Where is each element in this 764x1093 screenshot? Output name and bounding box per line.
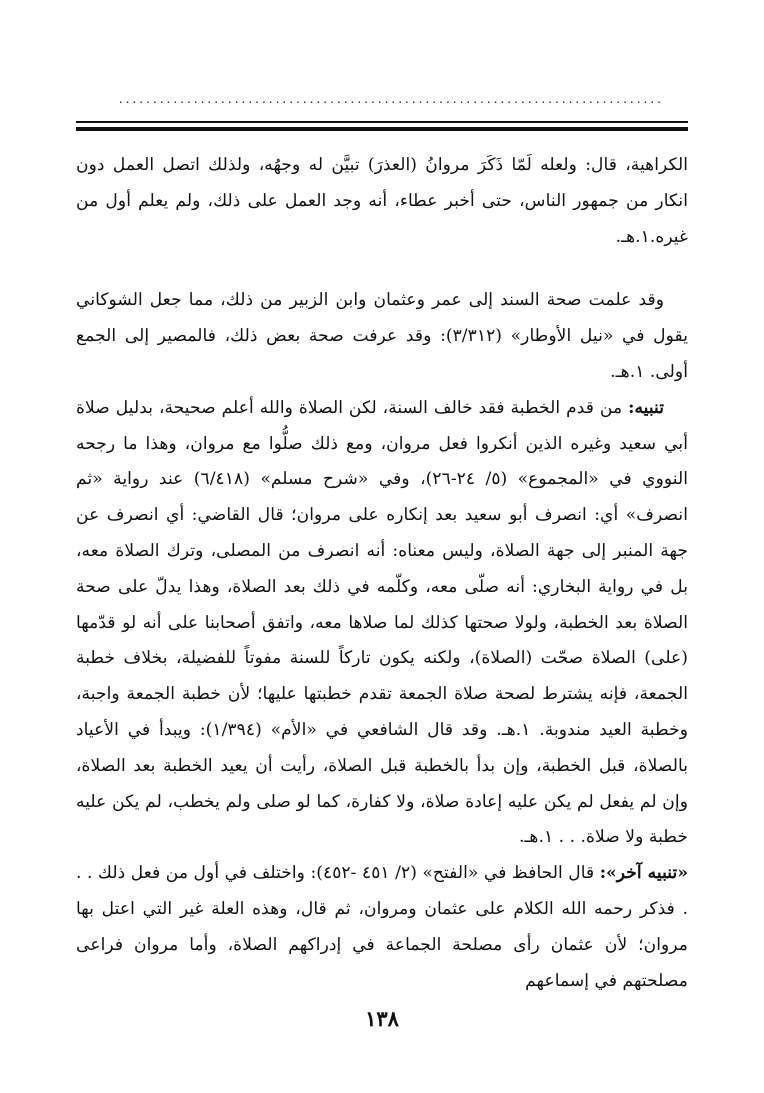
- second-note-label: «تنبيه آخر»:: [599, 863, 688, 884]
- note-label: تنبيه:: [628, 397, 664, 418]
- header-rule-thin: [76, 121, 688, 123]
- page-number: ١٣٨: [365, 1006, 399, 1031]
- body-text: [76, 148, 688, 999]
- header-dotted-line: ................................................................................: [118, 92, 664, 106]
- paragraph-4: [76, 856, 688, 999]
- paragraph-2: وقد علمت صحة السند إلى عمر وعثمان وابن الزبير من ذلك، مما جعل الشوكاني يقول في «نيل الأوطار» (٣/٣١٢): وقد عرفت صحة بعض ذلك، فالمصير إلى الجمع أولى. ١.هـ.: [76, 290, 689, 382]
- paragraph-1: الكراهية، قال: ولعله لَمّا ذَكَرَ مروانُ (العذرَ) تبيَّن له وجهُه، ولذلك اتصل العمل دون انكار من جمهور الناس، حتى أخبر عطاء، أنه وجد العمل على ذلك، ولم يعلم أول من غيره.١.هـ.: [76, 155, 688, 247]
- paragraph-3: [76, 391, 688, 856]
- note-text: من قدم الخطبة فقد خالف السنة، لكن الصلاة والله أعلم صحيحة، بدليل صلاة أبي سعيد وغيره الذين أنكروا فعل مروان، ومع ذلك صلُّوا مع مروان، وهذا ما رجحه النووي في «المجموع» (٥/ ٢٤-٢٦)، وفي «شرح مسلم» (٦/٤١٨) عند رواية «ثم انصرف» أي: انصرف أبو سعيد بعد إنكاره على مروان؛ قال القاضي: أي انصرف عن جهة المنبر إلى جهة الصلاة، وليس معناه: أنه انصرف من المصلى، وترك الصلاة معه، بل في رواية البخاري: أنه صلّى معه، وكلّمه في ذلك بعد الصلاة، وهذا يدلّ على صحة الصلاة بعد الخطبة، ولولا صحتها كذلك لما صلاها معه، واتفق أصحابنا على أنه لو قدّمها (على) الصلاة صحّت (الصلاة)، ولكنه يكون تاركاً للسنة مفوتاً للفضيلة، بخلاف خطبة الجمعة، فإنه يشترط لصحة صلاة الجمعة تقدم خطبتها عليها؛ لأن خطبة الجمعة واجبة، وخطبة العيد مندوبة. ١.هـ. وقد قال الشافعي في «الأم» (١/٣٩٤): ويبدأ في الأعياد بالصلاة، قبل الخطبة، وإن بدأ بالخطبة قبل الصلاة، رأيت أن يعيد الخطبة بعد الصلاة، وإن لم يفعل لم يكن عليه إعادة صلاة، ولا كفارة، كما لو صلى ولم يخطب، لم يكن عليه خطبة ولا صلاة. . . ١.هـ.: [76, 397, 688, 848]
- header-rule-thick: [76, 127, 688, 131]
- second-note-text: قال الحافظ في «الفتح» (٢/ ٤٥١ -٤٥٢): واختلف في أول من فعل ذلك . . . فذكر رحمه الله الكلام على عثمان ومروان، ثم قال، وهذه العلة غير التي اعتل بها مروان؛ لأن عثمان رأى مصلحة الجماعة في إدراكهم الصلاة، وأما مروان فراعى مصلحتهم في إسماعهم: [76, 863, 688, 991]
